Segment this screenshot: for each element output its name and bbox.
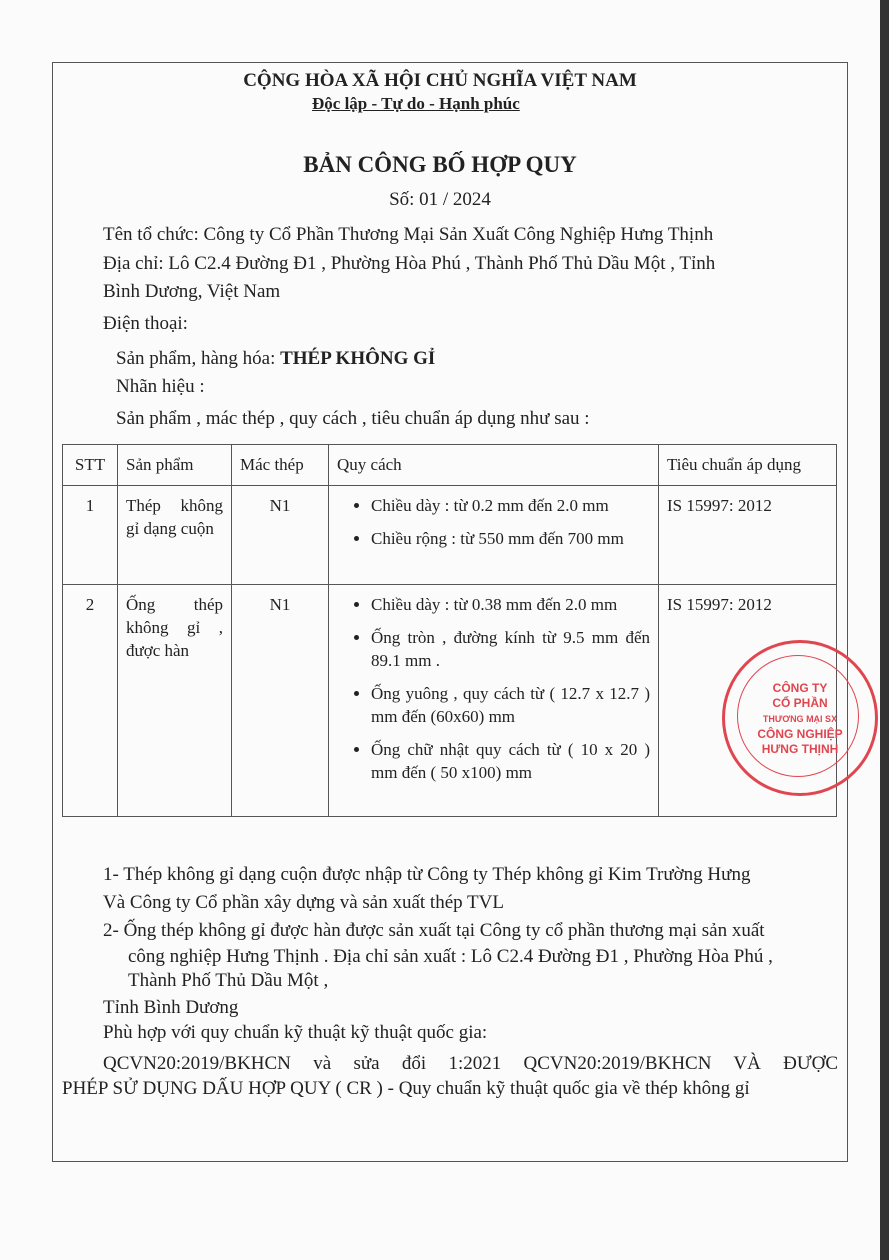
note-2b: công nghiệp Hưng Thịnh . Địa chỉ sản xuất : Lô C2.4 Đường Đ1 , Phường Hòa Phú ,: [128, 946, 773, 967]
note-standard-2: PHÉP SỬ DỤNG DẤU HỢP QUY ( CR ) - Quy chuẩn kỹ thuật quốc gia về thép không gỉ: [62, 1078, 750, 1099]
note-1b: Và Công ty Cổ phần xây dựng và sản xuất thép TVL: [103, 892, 504, 913]
organization: Tên tổ chức: Công ty Cổ Phần Thương Mại Sản Xuất Công Nghiệp Hưng Thịnh: [103, 224, 714, 245]
table-intro: Sản phẩm , mác thép , quy cách , tiêu chuẩn áp dụng như sau :: [116, 408, 590, 429]
cell-stt: 2: [63, 585, 118, 817]
cell-standard: IS 15997: 2012: [659, 486, 837, 585]
table-header-row: [63, 445, 837, 486]
motto: Độc lập - Tự do - Hạnh phúc: [312, 94, 520, 113]
seal-lettering: CÔNG TY CỔ PHẦN THƯƠNG MẠI SX CÔNG NGHIỆP HƯNG THỊNH: [757, 681, 843, 756]
phone: Điện thoại:: [103, 313, 188, 334]
product-value: THÉP KHÔNG GỈ: [280, 348, 436, 369]
table-row: [63, 486, 837, 585]
note-2a: 2- Ống thép không gỉ được hàn được sản xuất tại Công ty cổ phần thương mại sản xuất: [103, 920, 765, 941]
header-product: Sản phẩm: [118, 445, 232, 486]
cell-spec: [329, 585, 659, 817]
document-number: Số: 01 / 2024: [389, 189, 491, 210]
note-standard-1: QCVN20:2019/BKHCN và sửa đổi 1:2021 QCVN20:2019/BKHCN VÀ ĐƯỢC: [103, 1053, 838, 1074]
document-title: BẢN CÔNG BỐ HỢP QUY: [303, 152, 577, 177]
note-1a: 1- Thép không gỉ dạng cuộn được nhập từ Công ty Thép không gỉ Kim Trường Hưng: [103, 864, 751, 885]
spec-item: • Ống chữ nhật quy cách từ ( 10 x 20 ) mm đến ( 50 x100) mm: [371, 738, 650, 784]
cell-grade: N1: [232, 486, 329, 585]
company-seal-stamp: [722, 640, 878, 796]
spec-item: • Ống tròn , đường kính từ 9.5 mm đến 89.1 mm .: [371, 626, 650, 672]
spec-item: • Chiều rộng : từ 550 mm đến 700 mm: [371, 527, 650, 550]
header-grade: Mác thép: [232, 445, 329, 486]
cell-grade: N1: [232, 585, 329, 817]
header-spec: Quy cách: [329, 445, 659, 486]
spec-item: • Chiều dày : từ 0.2 mm đến 2.0 mm: [371, 494, 650, 517]
header-standard: Tiêu chuẩn áp dụng: [659, 445, 837, 486]
cell-stt: 1: [63, 486, 118, 585]
address-line-2: Bình Dương, Việt Nam: [103, 281, 281, 302]
product-label: Sản phẩm, hàng hóa:: [116, 348, 281, 369]
header-stt: STT: [63, 445, 118, 486]
cell-product: Thép không gỉ dạng cuộn: [118, 486, 232, 585]
spec-item: • Chiều dày : từ 0.38 mm đến 2.0 mm: [371, 593, 650, 616]
address-line-1: Địa chỉ: Lô C2.4 Đường Đ1 , Phường Hòa Phú , Thành Phố Thủ Dầu Một , Tỉnh: [103, 253, 716, 274]
cell-product: Ống thép không gỉ , được hàn: [118, 585, 232, 817]
note-province: Tỉnh Bình Dương: [103, 997, 239, 1018]
country-header: CỘNG HÒA XÃ HỘI CHỦ NGHĨA VIỆT NAM: [243, 70, 637, 91]
spec-item: • Ống yuông , quy cách từ ( 12.7 x 12.7 ) mm đến (60x60) mm: [371, 682, 650, 728]
scan-edge: [880, 0, 889, 1260]
brand: Nhãn hiệu :: [116, 376, 205, 397]
note-conformity: Phù hợp với quy chuẩn kỹ thuật kỹ thuật quốc gia:: [103, 1022, 488, 1043]
table-row: [63, 585, 837, 817]
product-line: [116, 348, 435, 370]
product-table: [62, 444, 837, 817]
cell-spec: [329, 486, 659, 585]
cell-standard: IS 15997: 2012: [659, 585, 837, 817]
note-2c: Thành Phố Thủ Dầu Một ,: [128, 970, 329, 991]
